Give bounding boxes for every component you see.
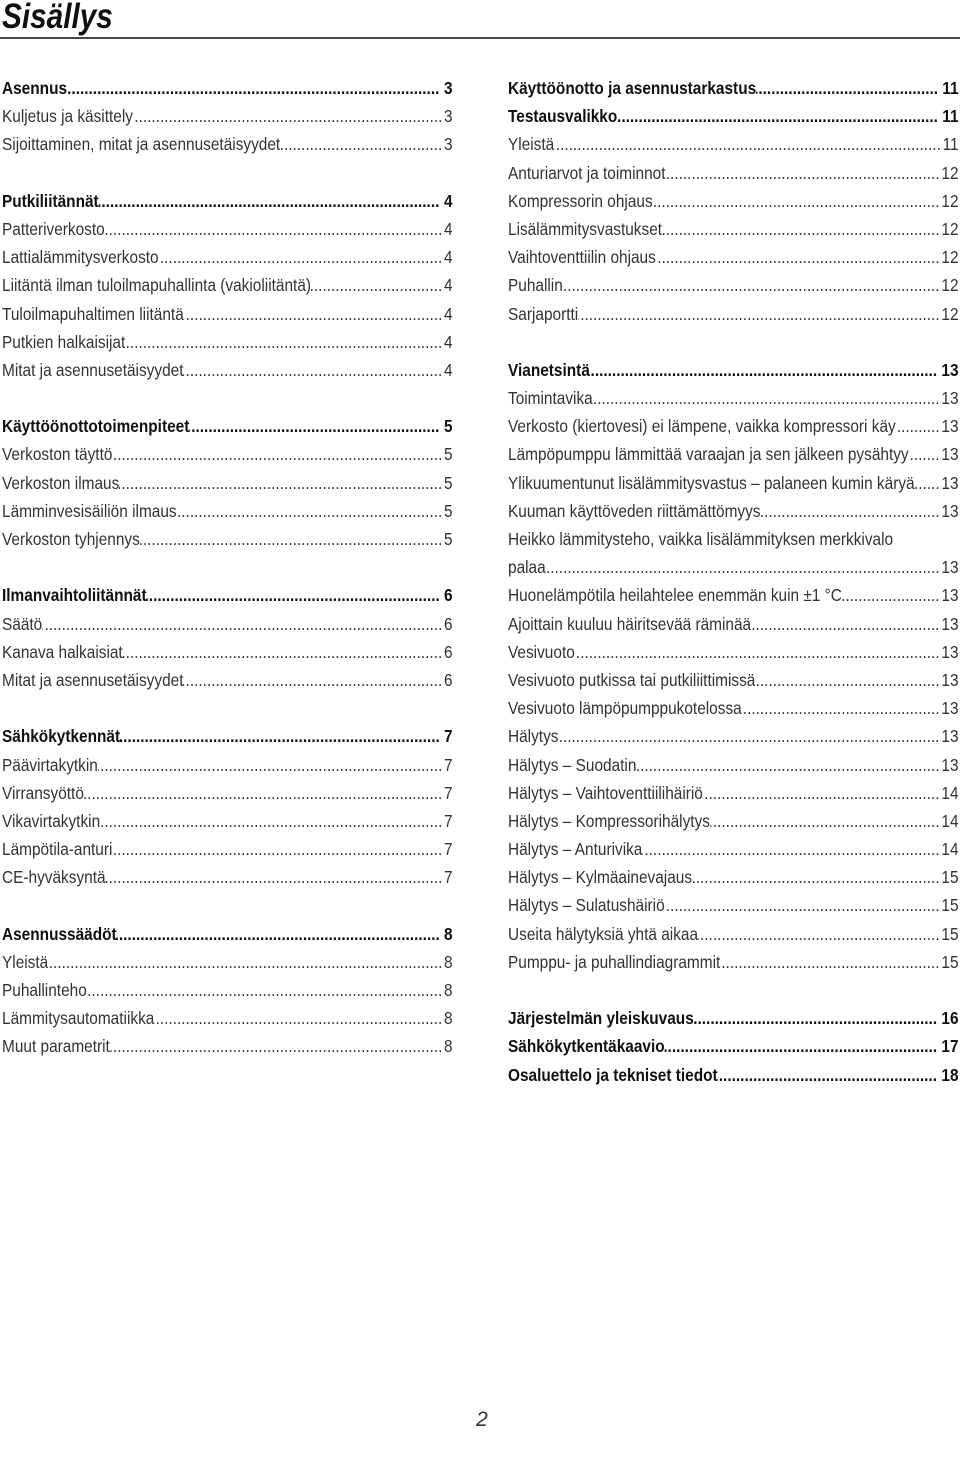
dot-leader (751, 610, 940, 638)
dot-leader (48, 948, 442, 976)
toc-group (508, 74, 959, 328)
toc-page-number: 18 (941, 1064, 959, 1085)
dot-leader (84, 779, 442, 807)
toc-entry-label: Sähkökytkennät (2, 726, 121, 747)
toc-entry-label: Säätö (2, 613, 43, 634)
toc-subentry (2, 328, 453, 356)
dot-leader (117, 920, 440, 948)
toc-entry-label: Asennus (2, 78, 68, 98)
toc-subentry (508, 469, 959, 497)
dot-leader (666, 159, 940, 187)
toc-subentry (2, 807, 453, 835)
toc-page-number: 17 (941, 1036, 959, 1057)
toc-page-number: 13 (941, 416, 959, 437)
dot-leader (125, 328, 442, 356)
toc-entry-label: Ilmanvaihtoliitännät (2, 585, 147, 606)
toc-page-number: 13 (941, 444, 959, 465)
toc-page-number: 13 (941, 754, 959, 775)
toc-section-entry (508, 356, 959, 384)
toc-page-number: 15 (941, 923, 959, 944)
dot-leader (617, 102, 938, 130)
toc-section-entry (508, 102, 959, 130)
toc-page-number: 4 (443, 190, 453, 211)
dot-leader (140, 525, 442, 553)
dot-leader (183, 356, 442, 384)
toc-page-number: 11 (942, 78, 959, 98)
toc-subentry (508, 863, 959, 891)
toc-entry-label: Muut parametrit (2, 1036, 110, 1057)
toc-page-number: 13 (941, 388, 959, 409)
toc-section-entry (2, 581, 453, 609)
toc-page-number: 7 (443, 810, 453, 831)
toc-entry-label: Lämmitysautomatiikka (2, 1008, 155, 1029)
toc-page-number: 12 (941, 218, 959, 239)
toc-right-column (508, 74, 959, 1089)
toc-section-entry (508, 74, 959, 102)
toc-subentry (508, 779, 959, 807)
toc-entry-label: Sähkökytkentäkaavio (508, 1036, 665, 1057)
toc-entry-label: Kuuman käyttöveden riittämättömyys (508, 500, 761, 521)
toc-subentry (508, 384, 959, 412)
toc-page-number: 8 (443, 951, 453, 972)
toc-entry-label: Verkoston tyhjennys (2, 529, 140, 549)
toc-page-number: 8 (443, 980, 453, 1000)
toc-page-number: 3 (443, 106, 453, 127)
toc-page-number: 14 (941, 810, 959, 831)
toc-subentry (2, 440, 453, 468)
toc-page-number: 7 (443, 754, 453, 775)
toc-page-number: 8 (443, 923, 453, 944)
toc-page-number: 6 (443, 585, 453, 606)
dot-leader (280, 130, 442, 158)
toc-section-entry (2, 722, 453, 750)
toc-page-number: 7 (443, 726, 453, 747)
toc-page-number: 13 (941, 698, 959, 719)
toc-entry-label: Toimintavika (508, 388, 593, 409)
toc-subentry (2, 751, 453, 779)
dot-leader (98, 751, 442, 779)
toc-subentry (2, 835, 453, 863)
page-title: Sisällys (2, 0, 113, 36)
toc-subentry (508, 581, 959, 609)
toc-subentry (508, 300, 959, 328)
toc-entry-label: Järjestelmän yleiskuvaus (508, 1008, 694, 1029)
toc-group (508, 1004, 959, 1089)
toc-page-number: 11 (942, 106, 959, 127)
dot-leader (189, 412, 439, 440)
toc-section-entry (2, 74, 453, 102)
toc-entry-label: Tuloilmapuhaltimen liitäntä (2, 303, 184, 324)
toc-entry-label: Heikko lämmitysteho, vaikka lisälämmityksen merkkivalo (508, 529, 894, 549)
toc-group (2, 722, 453, 891)
dot-leader (909, 440, 940, 468)
toc-entry-label: Hälytys – Kompressorihälytys (508, 810, 710, 831)
toc-page-number: 11 (942, 134, 959, 155)
toc-entry-label: Sijoittaminen, mitat ja asennusetäisyydet (2, 134, 281, 155)
toc-subentry (508, 412, 959, 440)
toc-entry-label: Virransyöttö (2, 782, 84, 803)
dot-leader (578, 300, 939, 328)
toc-page-number: 5 (443, 444, 453, 465)
toc-entry-label: Hälytys (508, 726, 559, 747)
toc-page-number: 12 (941, 190, 959, 211)
toc-group (2, 412, 453, 553)
toc-entry-label: Putkiliitännät (2, 190, 99, 211)
toc-subentry (2, 130, 453, 158)
dot-leader (154, 1004, 442, 1032)
toc-page-number: 4 (443, 247, 453, 268)
dot-leader (636, 751, 939, 779)
toc-page-number: 8 (443, 1036, 453, 1057)
toc-subentry (508, 638, 959, 666)
dot-leader (915, 469, 940, 497)
toc-page-number: 13 (941, 641, 959, 662)
dot-leader (653, 187, 940, 215)
toc-subentry (2, 1004, 453, 1032)
dot-leader (698, 920, 940, 948)
toc-page-number: 4 (443, 359, 453, 380)
toc-entry-label: Mitat ja asennusetäisyydet (2, 669, 184, 690)
toc-entry-label: Asennussäädöt (2, 923, 117, 944)
toc-section-entry (508, 1032, 959, 1060)
toc-entry-label: Puhallinteho (2, 980, 87, 1000)
dot-leader (703, 779, 940, 807)
toc-subentry (2, 271, 453, 299)
dot-leader (593, 384, 940, 412)
toc-entry-label: Puhallin (508, 275, 563, 296)
toc-page-number: 6 (443, 613, 453, 634)
toc-group (508, 356, 959, 976)
toc-page-number: 4 (443, 218, 453, 239)
dot-leader (563, 271, 940, 299)
toc-entry-label: Useita hälytyksiä yhtä aikaa (508, 923, 699, 944)
dot-leader (761, 497, 940, 525)
toc-entry-label: Käyttöönotto ja asennustarkastus (508, 78, 757, 98)
toc-page-number: 12 (941, 303, 959, 324)
toc-entry-label: Lattialämmitysverkosto (2, 247, 159, 268)
toc-subentry (2, 300, 453, 328)
toc-section-entry (2, 920, 453, 948)
toc-entry-label: Hälytys – Sulatushäiriö (508, 895, 665, 916)
toc-subentry (2, 356, 453, 384)
toc-subentry (508, 187, 959, 215)
toc-entry-label: Hälytys – Anturivika (508, 839, 643, 860)
toc-subentry (2, 666, 453, 694)
toc-entry-label: Mitat ja asennusetäisyydet (2, 359, 184, 380)
toc-page-number: 5 (443, 472, 453, 493)
toc-entry-label: Vaihtoventtiilin ohjaus (508, 247, 656, 268)
toc-page-number: 13 (941, 472, 959, 493)
title-rule (0, 37, 960, 39)
toc-entry-label: Sarjaportti (508, 303, 579, 324)
dot-leader (159, 243, 443, 271)
toc-entry-label: Vesivuoto lämpöpumppukotelossa (508, 698, 742, 719)
toc-subentry (2, 215, 453, 243)
toc-subentry (508, 807, 959, 835)
toc-group (2, 74, 453, 159)
toc-entry-label: palaa (508, 557, 546, 578)
toc-subentry (508, 722, 959, 750)
toc-entry-label: Lämpöpumppu lämmittää varaajan ja sen jälkeen pysähtyy (508, 444, 909, 465)
dot-leader (119, 469, 442, 497)
toc-page-number: 13 (941, 585, 959, 606)
toc-page-number: 7 (443, 782, 453, 803)
toc-entry-label: Vikavirtakytkin (2, 810, 101, 831)
toc-subentry (508, 497, 959, 525)
toc-page-number: 12 (941, 275, 959, 296)
toc-subentry (508, 159, 959, 187)
dot-leader (177, 497, 443, 525)
toc-subentry (2, 102, 453, 130)
toc-entry-label: Pumppu- ja puhallindiagrammit (508, 951, 721, 972)
toc-page-number: 15 (941, 895, 959, 916)
toc-subentry (508, 271, 959, 299)
toc-subentry (2, 469, 453, 497)
dot-leader (147, 581, 440, 609)
toc-page-number: 15 (941, 867, 959, 888)
toc-subentry (2, 1032, 453, 1060)
toc-entry-label: Lämminvesisäiliön ilmaus (2, 500, 177, 521)
toc-entry-label: Patteriverkosto (2, 218, 105, 239)
toc-subentry (508, 440, 959, 468)
toc-entry-label: Osaluettelo ja tekniset tiedot (508, 1064, 718, 1085)
toc-subentry (2, 948, 453, 976)
toc-page-number: 8 (443, 1008, 453, 1029)
dot-leader (896, 412, 940, 440)
dot-leader (842, 581, 940, 609)
toc-subentry (508, 610, 959, 638)
toc-entry-label: Huonelämpötila heilahtelee enemmän kuin ±1 °C (508, 585, 842, 606)
toc-subentry (2, 638, 453, 666)
dot-leader (546, 553, 940, 581)
toc-page-number: 16 (941, 1008, 959, 1029)
toc-page-number: 7 (443, 867, 453, 888)
dot-leader (756, 74, 938, 102)
toc-subentry (508, 215, 959, 243)
page-number: 2 (476, 1408, 488, 1431)
toc-entry-label: Ajoittain kuuluu häiritsevää räminää (508, 613, 752, 634)
toc-page-number: 7 (443, 839, 453, 860)
dot-leader (183, 666, 442, 694)
dot-leader (558, 722, 939, 750)
toc-page-number: 13 (941, 359, 959, 380)
toc-page-number: 3 (443, 134, 453, 155)
toc-subentry (508, 835, 959, 863)
dot-leader (112, 440, 442, 468)
toc-entry-label: Testausvalikko (508, 106, 618, 127)
toc-section-entry (508, 1061, 959, 1089)
dot-leader (692, 863, 940, 891)
toc-page-number: 12 (941, 247, 959, 268)
toc-page-number: 14 (941, 782, 959, 803)
toc-subentry (508, 920, 959, 948)
toc-entry-label: Lisälämmitysvastukset (508, 218, 663, 239)
toc-group (2, 581, 453, 694)
toc-entry-label: Ylikuumentunut lisälämmitysvastus – palaneen kumin käryä (508, 472, 915, 493)
toc-subentry (2, 525, 453, 553)
dot-leader (755, 666, 939, 694)
toc-page-number: 12 (941, 162, 959, 183)
dot-leader (575, 638, 940, 666)
dot-leader (694, 1004, 937, 1032)
dot-leader (311, 271, 442, 299)
toc-page-number: 5 (443, 500, 453, 521)
toc-subentry (2, 976, 453, 1004)
toc-subentry-continued (508, 553, 959, 581)
dot-leader (656, 243, 940, 271)
toc-subentry (2, 610, 453, 638)
toc-entry-label: Yleistä (508, 134, 555, 155)
toc-page-number: 14 (941, 839, 959, 860)
toc-page-number: 4 (443, 331, 453, 352)
toc-entry-label: CE-hyväksyntä (2, 867, 106, 888)
toc-entry-label: Kuljetus ja käsittely (2, 106, 133, 127)
toc-entry-label: Liitäntä ilman tuloilmapuhallinta (vakioliitäntä) (2, 275, 312, 296)
dot-leader (123, 638, 443, 666)
dot-leader (554, 130, 941, 158)
toc-page-number: 13 (941, 669, 959, 690)
toc-page-number: 13 (941, 557, 959, 578)
dot-leader (100, 807, 442, 835)
toc-page-number: 6 (443, 669, 453, 690)
toc-entry-label: Putkien halkaisijat (2, 331, 126, 352)
toc-page-number: 4 (443, 275, 453, 296)
toc-entry-label: Kanava halkaisiat (2, 641, 123, 662)
toc-page-number: 13 (941, 726, 959, 747)
toc-entry-label: Vianetsintä (508, 359, 590, 380)
toc-entry-label: Verkoston ilmaus (2, 472, 120, 493)
dot-leader (99, 187, 440, 215)
toc-section-entry (2, 187, 453, 215)
toc-subentry (2, 243, 453, 271)
toc-entry-label: Anturiarvot ja toiminnot (508, 162, 666, 183)
dot-leader (184, 300, 442, 328)
toc-entry-label: Lämpötila-anturi (2, 839, 113, 860)
toc-subentry (508, 891, 959, 919)
toc-subentry (508, 666, 959, 694)
dot-leader (133, 102, 442, 130)
toc-entry-label: Vesivuoto (508, 641, 575, 662)
dot-leader (42, 610, 442, 638)
toc-page-number: 6 (443, 641, 453, 662)
toc-entry-label: Päävirtakytkin (2, 754, 98, 775)
dot-leader (718, 1061, 937, 1089)
toc-group (2, 920, 453, 1061)
toc-entry-label: Hälytys – Vaihtoventtiilihäiriö (508, 782, 703, 803)
dot-leader (87, 976, 442, 1004)
toc-entry-label: Kompressorin ohjaus (508, 190, 653, 211)
dot-leader (720, 948, 939, 976)
dot-leader (120, 722, 439, 750)
toc-subentry (508, 751, 959, 779)
dot-leader (665, 891, 940, 919)
toc-subentry (508, 525, 959, 553)
toc-entry-label: Vesivuoto putkissa tai putkiliittimissä (508, 669, 756, 690)
dot-leader (710, 807, 940, 835)
dot-leader (112, 835, 442, 863)
toc-page-number: 3 (443, 78, 453, 98)
dot-leader (110, 1032, 442, 1060)
toc-page-number: 5 (443, 529, 453, 549)
toc-subentry (2, 863, 453, 891)
toc-left-column (2, 74, 453, 1061)
dot-leader (642, 835, 939, 863)
toc-page-number: 4 (443, 303, 453, 324)
dot-leader (742, 694, 940, 722)
dot-leader (662, 215, 940, 243)
dot-leader (590, 356, 937, 384)
dot-leader (105, 215, 443, 243)
toc-section-entry (508, 1004, 959, 1032)
toc-section-entry (2, 412, 453, 440)
toc-page-number: 13 (941, 500, 959, 521)
toc-subentry (2, 497, 453, 525)
toc-subentry (508, 948, 959, 976)
toc-entry-label: Yleistä (2, 951, 49, 972)
dot-leader (665, 1032, 937, 1060)
toc-subentry (508, 694, 959, 722)
toc-entry-label: Hälytys – Suodatin (508, 754, 637, 775)
dot-leader (106, 863, 443, 891)
toc-page-number: 15 (941, 951, 959, 972)
dot-leader (67, 74, 440, 102)
toc-page-number: 13 (941, 613, 959, 634)
toc-entry-label: Verkosto (kiertovesi) ei lämpene, vaikka kompressori käy (508, 416, 896, 437)
toc-group (2, 187, 453, 384)
toc-entry-label: Hälytys – Kylmäainevajaus (508, 867, 693, 888)
toc-page-number: 5 (443, 416, 453, 437)
toc-subentry (508, 130, 959, 158)
toc-subentry (508, 243, 959, 271)
toc-entry-label: Käyttöönottotoimenpiteet (2, 416, 190, 437)
toc-subentry (2, 779, 453, 807)
toc-entry-label: Verkoston täyttö (2, 444, 113, 465)
